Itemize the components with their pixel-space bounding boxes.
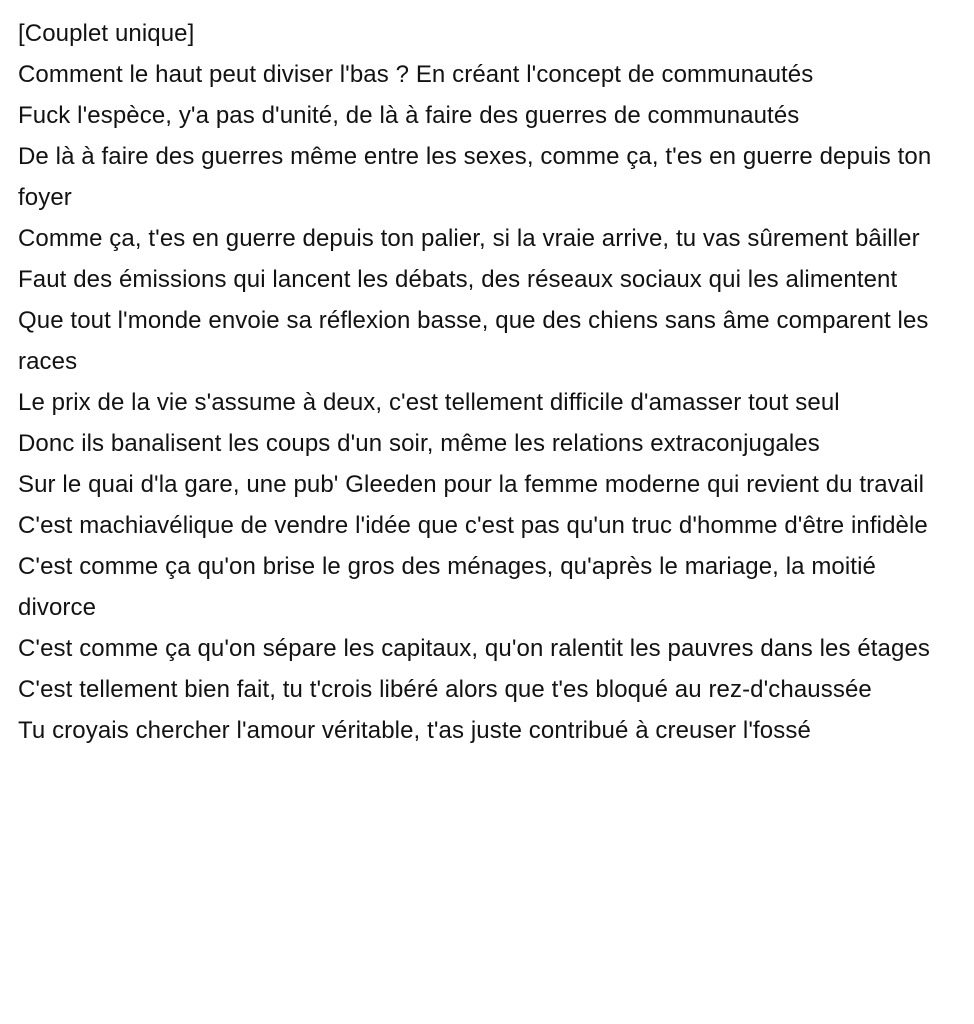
lyric-line: Faut des émissions qui lancent les débats, des réseaux sociaux qui les alimentent bbox=[18, 266, 898, 293]
lyric-line: C'est tellement bien fait, tu t'crois libéré alors que t'es bloqué au rez-d'chaussée bbox=[18, 676, 872, 703]
lyric-line: Fuck l'espèce, y'a pas d'unité, de là à faire des guerres de communautés bbox=[18, 102, 800, 129]
lyric-line: Donc ils banalisent les coups d'un soir, même les relations extraconjugales bbox=[18, 430, 820, 457]
lyric-line: Que tout l'monde envoie sa réflexion basse, que des chiens sans âme comparent les races bbox=[18, 307, 936, 375]
lyric-line: Le prix de la vie s'assume à deux, c'est tellement difficile d'amasser tout seul bbox=[18, 389, 840, 416]
lyric-line: Tu croyais chercher l'amour véritable, t'as juste contribué à creuser l'fossé bbox=[18, 717, 811, 744]
lyric-line: C'est comme ça qu'on sépare les capitaux, qu'on ralentit les pauvres dans les étages bbox=[18, 635, 930, 662]
lyric-line: C'est comme ça qu'on brise le gros des ménages, qu'après le mariage, la moitié divorce bbox=[18, 553, 883, 621]
lyric-line: Sur le quai d'la gare, une pub' Gleeden pour la femme moderne qui revient du travail bbox=[18, 471, 925, 498]
lyric-line: Comment le haut peut diviser l'bas ? En créant l'concept de communautés bbox=[18, 61, 814, 88]
lyric-line: C'est machiavélique de vendre l'idée que c'est pas qu'un truc d'homme d'être infidèle bbox=[18, 512, 928, 539]
lyric-line: Comme ça, t'es en guerre depuis ton palier, si la vraie arrive, tu vas sûrement bâiller bbox=[18, 225, 920, 252]
lyric-line: De là à faire des guerres même entre les sexes, comme ça, t'es en guerre depuis ton foyer bbox=[18, 143, 939, 211]
section-header: [Couplet unique] bbox=[18, 20, 195, 47]
